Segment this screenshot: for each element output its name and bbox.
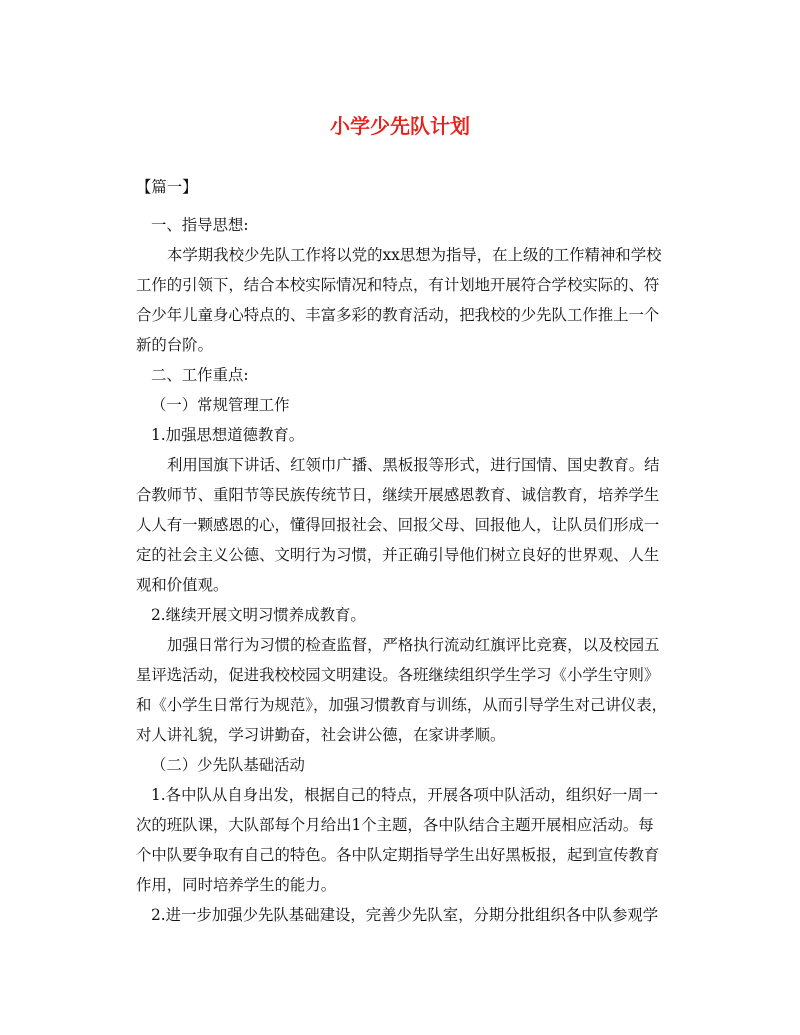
document-body: [136, 172, 668, 930]
paragraph-civilized-habits: 加强日常行为习惯的检查监督，严格执行流动红旗评比竞赛，以及校园五星评选活动，促进我校校园文明建设。各班继续组织学生学习《小学生守则》和《小学生日常行为规范》，加强习惯教育与训练，从而引导学生对己讲仪表，对人讲礼貌，学习讲勤奋，社会讲公德，在家讲孝顺。: [136, 636, 667, 744]
paragraph-guiding-ideology: 本学期我校少先队工作将以党的xx思想为指导，在上级的工作精神和学校工作的引领下，结合本校实际情况和特点，有计划地开展符合学校实际的、符合少年儿童身心特点的、丰富多彩的教育活动，把我校的少先队工作推上一个新的台阶。: [136, 246, 662, 354]
section-heading-part-one: 【篇一】: [136, 178, 198, 196]
item-infrastructure: 2.进一步加强少先队基础建设，完善少先队室，分期分批组织各中队参观学: [151, 906, 659, 924]
paragraph-moral-education: 利用国旗下讲话、红领巾广播、黑板报等形式，进行国情、国史教育。结合教师节、重阳节等民族传统节日，继续开展感恩教育、诚信教育，培养学生人人有一颗感恩的心，懂得回报社会、回报父母、回报他人，让队员们形成一定的社会主义公德、文明行为习惯，并正确引导他们树立良好的世界观、人生观和价值观。: [136, 456, 660, 594]
item-civilized-habits: 2.继续开展文明习惯养成教育。: [151, 606, 366, 624]
heading-work-focus: 二、工作重点:: [151, 366, 249, 384]
document-title: 小学少先队计划: [330, 114, 470, 138]
subheading-basic-activities: （二）少先队基础活动: [151, 756, 305, 774]
item-squadron-activities: 1.各中队从自身出发，根据自己的特点，开展各项中队活动，组织好一周一次的班队课，大队部每个月给出1个主题，各中队结合主题开展相应活动。每个中队要争取有自己的特色。各中队定期指导学生出好黑板报，起到宣传教育作用，同时培养学生的能力。: [136, 786, 660, 894]
subheading-routine-management: （一）常规管理工作: [151, 396, 290, 414]
heading-guiding-ideology: 一、指导思想:: [151, 216, 249, 234]
item-moral-education: 1.加强思想道德教育。: [151, 426, 305, 444]
